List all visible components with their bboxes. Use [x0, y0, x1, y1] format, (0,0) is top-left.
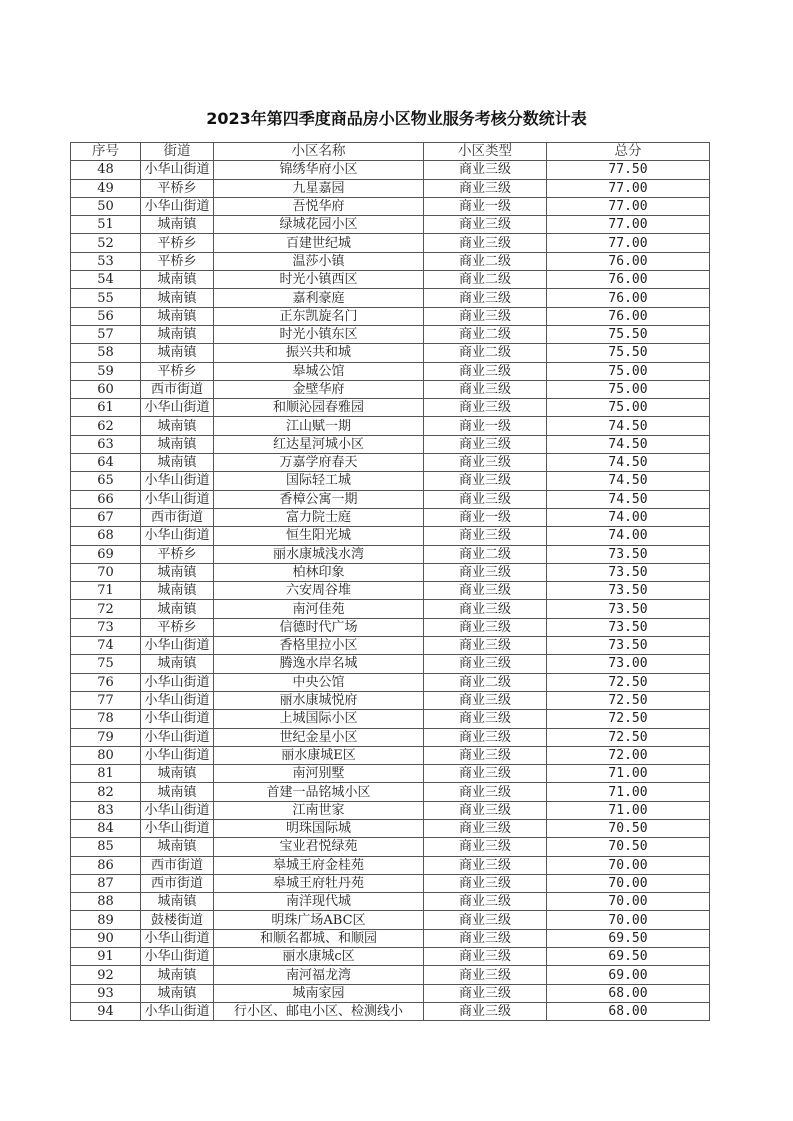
cell-seq: 81	[71, 765, 141, 783]
cell-seq: 78	[71, 710, 141, 728]
cell-seq: 77	[71, 691, 141, 709]
cell-type: 商业三级	[424, 655, 547, 673]
cell-seq: 64	[71, 454, 141, 472]
table-row	[71, 435, 710, 453]
cell-street: 西市街道	[141, 874, 214, 892]
cell-score: 71.00	[547, 765, 710, 783]
cell-street: 小华山街道	[141, 527, 214, 545]
cell-seq: 90	[71, 929, 141, 947]
cell-score: 76.00	[547, 252, 710, 270]
table-row	[71, 618, 710, 636]
cell-street: 小华山街道	[141, 673, 214, 691]
cell-seq: 56	[71, 307, 141, 325]
cell-score: 74.50	[547, 417, 710, 435]
table-row	[71, 783, 710, 801]
cell-name: 时光小镇西区	[214, 271, 424, 289]
cell-score: 77.00	[547, 179, 710, 197]
table-row	[71, 545, 710, 563]
cell-seq: 70	[71, 563, 141, 581]
table-row	[71, 234, 710, 252]
cell-name: 嘉利豪庭	[214, 289, 424, 307]
table-row	[71, 362, 710, 380]
cell-type: 商业三级	[424, 435, 547, 453]
cell-street: 小华山街道	[141, 801, 214, 819]
cell-score: 68.00	[547, 1002, 710, 1020]
cell-street: 城南镇	[141, 289, 214, 307]
cell-name: 南河别墅	[214, 765, 424, 783]
cell-type: 商业三级	[424, 216, 547, 234]
cell-street: 西市街道	[141, 856, 214, 874]
cell-type: 商业三级	[424, 911, 547, 929]
table-row	[71, 728, 710, 746]
cell-street: 小华山街道	[141, 472, 214, 490]
score-table	[70, 142, 710, 1021]
cell-score: 74.50	[547, 490, 710, 508]
cell-seq: 79	[71, 728, 141, 746]
cell-name: 六安周谷堆	[214, 582, 424, 600]
cell-street: 城南镇	[141, 600, 214, 618]
cell-name: 正东凯旋名门	[214, 307, 424, 325]
table-row	[71, 1002, 710, 1020]
cell-street: 平桥乡	[141, 545, 214, 563]
cell-score: 73.50	[547, 618, 710, 636]
cell-seq: 89	[71, 911, 141, 929]
cell-seq: 55	[71, 289, 141, 307]
cell-name: 江山赋一期	[214, 417, 424, 435]
cell-name: 丽水康城c区	[214, 948, 424, 966]
table-row	[71, 344, 710, 362]
table-row	[71, 948, 710, 966]
table-row	[71, 710, 710, 728]
cell-score: 74.00	[547, 508, 710, 526]
cell-seq: 54	[71, 271, 141, 289]
cell-name: 国际轻工城	[214, 472, 424, 490]
cell-name: 首建一品铭城小区	[214, 783, 424, 801]
cell-type: 商业三级	[424, 838, 547, 856]
cell-street: 城南镇	[141, 417, 214, 435]
cell-score: 77.50	[547, 161, 710, 179]
table-row	[71, 289, 710, 307]
cell-score: 72.50	[547, 710, 710, 728]
cell-type: 商业三级	[424, 637, 547, 655]
cell-name: 香格里拉小区	[214, 637, 424, 655]
cell-score: 68.00	[547, 984, 710, 1002]
cell-score: 71.00	[547, 783, 710, 801]
cell-name: 温莎小镇	[214, 252, 424, 270]
cell-score: 73.50	[547, 600, 710, 618]
cell-seq: 84	[71, 819, 141, 837]
table-row	[71, 325, 710, 343]
cell-name: 南河佳苑	[214, 600, 424, 618]
cell-seq: 75	[71, 655, 141, 673]
header-type: 小区类型	[424, 143, 547, 161]
cell-type: 商业三级	[424, 874, 547, 892]
cell-name: 吾悦华府	[214, 197, 424, 215]
header-seq: 序号	[71, 143, 141, 161]
table-row	[71, 600, 710, 618]
cell-name: 丽水康城悦府	[214, 691, 424, 709]
cell-name: 上城国际小区	[214, 710, 424, 728]
cell-name: 丽水康城浅水湾	[214, 545, 424, 563]
cell-seq: 62	[71, 417, 141, 435]
cell-score: 75.50	[547, 344, 710, 362]
cell-street: 小华山街道	[141, 728, 214, 746]
cell-street: 西市街道	[141, 508, 214, 526]
cell-type: 商业三级	[424, 399, 547, 417]
cell-name: 富力院士庭	[214, 508, 424, 526]
cell-type: 商业三级	[424, 929, 547, 947]
cell-seq: 49	[71, 179, 141, 197]
cell-street: 小华山街道	[141, 948, 214, 966]
cell-score: 73.50	[547, 563, 710, 581]
cell-name: 皋城王府金桂苑	[214, 856, 424, 874]
cell-type: 商业三级	[424, 765, 547, 783]
cell-name: 金壁华府	[214, 380, 424, 398]
cell-score: 69.00	[547, 966, 710, 984]
cell-street: 城南镇	[141, 344, 214, 362]
cell-seq: 59	[71, 362, 141, 380]
cell-type: 商业三级	[424, 527, 547, 545]
cell-seq: 71	[71, 582, 141, 600]
cell-type: 商业三级	[424, 710, 547, 728]
cell-name: 皋城王府牡丹苑	[214, 874, 424, 892]
cell-seq: 91	[71, 948, 141, 966]
cell-score: 69.50	[547, 929, 710, 947]
cell-name: 绿城花园小区	[214, 216, 424, 234]
table-row	[71, 271, 710, 289]
cell-seq: 72	[71, 600, 141, 618]
table-row	[71, 563, 710, 581]
cell-type: 商业三级	[424, 966, 547, 984]
cell-street: 小华山街道	[141, 490, 214, 508]
cell-type: 商业一级	[424, 508, 547, 526]
cell-score: 75.00	[547, 380, 710, 398]
cell-name: 南洋现代城	[214, 893, 424, 911]
cell-seq: 86	[71, 856, 141, 874]
cell-type: 商业三级	[424, 948, 547, 966]
cell-seq: 53	[71, 252, 141, 270]
cell-street: 小华山街道	[141, 1002, 214, 1020]
header-score: 总分	[547, 143, 710, 161]
table-row	[71, 856, 710, 874]
cell-street: 平桥乡	[141, 252, 214, 270]
cell-type: 商业三级	[424, 179, 547, 197]
cell-seq: 69	[71, 545, 141, 563]
cell-type: 商业一级	[424, 417, 547, 435]
cell-type: 商业三级	[424, 1002, 547, 1020]
cell-score: 70.00	[547, 911, 710, 929]
table-header-row	[71, 143, 710, 161]
cell-name: 锦绣华府小区	[214, 161, 424, 179]
cell-score: 77.00	[547, 216, 710, 234]
cell-name: 明珠国际城	[214, 819, 424, 837]
cell-name: 皋城公馆	[214, 362, 424, 380]
cell-score: 73.00	[547, 655, 710, 673]
cell-street: 小华山街道	[141, 691, 214, 709]
cell-seq: 83	[71, 801, 141, 819]
cell-street: 城南镇	[141, 838, 214, 856]
cell-seq: 82	[71, 783, 141, 801]
table-row	[71, 197, 710, 215]
cell-type: 商业三级	[424, 801, 547, 819]
cell-seq: 85	[71, 838, 141, 856]
cell-seq: 94	[71, 1002, 141, 1020]
cell-street: 城南镇	[141, 454, 214, 472]
cell-name: 九星嘉园	[214, 179, 424, 197]
cell-type: 商业三级	[424, 819, 547, 837]
cell-score: 70.00	[547, 856, 710, 874]
cell-street: 城南镇	[141, 582, 214, 600]
cell-seq: 92	[71, 966, 141, 984]
cell-type: 商业三级	[424, 472, 547, 490]
cell-name: 和顺沁园春雅园	[214, 399, 424, 417]
cell-score: 76.00	[547, 271, 710, 289]
cell-street: 城南镇	[141, 271, 214, 289]
cell-score: 73.50	[547, 545, 710, 563]
cell-type: 商业三级	[424, 783, 547, 801]
cell-type: 商业二级	[424, 344, 547, 362]
table-row	[71, 582, 710, 600]
cell-name: 城南家园	[214, 984, 424, 1002]
cell-type: 商业二级	[424, 271, 547, 289]
table-row	[71, 838, 710, 856]
cell-type: 商业三级	[424, 691, 547, 709]
cell-street: 城南镇	[141, 655, 214, 673]
table-row	[71, 527, 710, 545]
cell-street: 小华山街道	[141, 746, 214, 764]
cell-score: 75.00	[547, 399, 710, 417]
cell-street: 小华山街道	[141, 161, 214, 179]
cell-type: 商业三级	[424, 746, 547, 764]
cell-type: 商业三级	[424, 234, 547, 252]
cell-type: 商业三级	[424, 454, 547, 472]
cell-seq: 88	[71, 893, 141, 911]
cell-street: 城南镇	[141, 563, 214, 581]
cell-type: 商业二级	[424, 325, 547, 343]
header-name: 小区名称	[214, 143, 424, 161]
cell-type: 商业三级	[424, 893, 547, 911]
page-title: 2023年第四季度商品房小区物业服务考核分数统计表	[206, 109, 587, 128]
table-row	[71, 984, 710, 1002]
cell-seq: 57	[71, 325, 141, 343]
table-row	[71, 161, 710, 179]
cell-score: 72.00	[547, 746, 710, 764]
cell-name: 江南世家	[214, 801, 424, 819]
cell-seq: 58	[71, 344, 141, 362]
cell-type: 商业三级	[424, 362, 547, 380]
cell-score: 75.00	[547, 362, 710, 380]
cell-score: 70.50	[547, 838, 710, 856]
cell-seq: 74	[71, 637, 141, 655]
table-row	[71, 765, 710, 783]
cell-street: 小华山街道	[141, 819, 214, 837]
table-row	[71, 380, 710, 398]
cell-name: 中央公馆	[214, 673, 424, 691]
cell-score: 71.00	[547, 801, 710, 819]
cell-street: 小华山街道	[141, 637, 214, 655]
cell-seq: 48	[71, 161, 141, 179]
cell-type: 商业三级	[424, 856, 547, 874]
table-row	[71, 691, 710, 709]
cell-score: 77.00	[547, 234, 710, 252]
cell-seq: 61	[71, 399, 141, 417]
table-body	[71, 161, 710, 1021]
cell-type: 商业三级	[424, 984, 547, 1002]
cell-street: 平桥乡	[141, 362, 214, 380]
cell-street: 城南镇	[141, 783, 214, 801]
cell-type: 商业二级	[424, 545, 547, 563]
table-row	[71, 673, 710, 691]
cell-name: 万嘉学府春天	[214, 454, 424, 472]
cell-score: 73.50	[547, 637, 710, 655]
cell-score: 74.00	[547, 527, 710, 545]
cell-street: 城南镇	[141, 307, 214, 325]
table-row	[71, 746, 710, 764]
cell-seq: 52	[71, 234, 141, 252]
table-row	[71, 508, 710, 526]
cell-seq: 65	[71, 472, 141, 490]
cell-type: 商业三级	[424, 161, 547, 179]
cell-score: 72.50	[547, 673, 710, 691]
table-row	[71, 454, 710, 472]
cell-street: 城南镇	[141, 435, 214, 453]
cell-score: 76.00	[547, 307, 710, 325]
table-row	[71, 966, 710, 984]
cell-street: 城南镇	[141, 216, 214, 234]
cell-type: 商业三级	[424, 600, 547, 618]
cell-street: 小华山街道	[141, 929, 214, 947]
header-street: 街道	[141, 143, 214, 161]
cell-score: 72.50	[547, 691, 710, 709]
cell-street: 城南镇	[141, 984, 214, 1002]
table-row	[71, 417, 710, 435]
cell-type: 商业三级	[424, 307, 547, 325]
table-row	[71, 252, 710, 270]
cell-name: 南河福龙湾	[214, 966, 424, 984]
table-row	[71, 655, 710, 673]
cell-street: 城南镇	[141, 893, 214, 911]
cell-score: 70.00	[547, 893, 710, 911]
cell-score: 74.50	[547, 454, 710, 472]
cell-type: 商业三级	[424, 582, 547, 600]
table-row	[71, 472, 710, 490]
cell-name: 行小区、邮电小区、检测线小	[214, 1002, 424, 1020]
cell-seq: 50	[71, 197, 141, 215]
cell-name: 时光小镇东区	[214, 325, 424, 343]
table-row	[71, 911, 710, 929]
table-row	[71, 637, 710, 655]
cell-name: 振兴共和城	[214, 344, 424, 362]
cell-type: 商业三级	[424, 563, 547, 581]
cell-seq: 80	[71, 746, 141, 764]
cell-street: 小华山街道	[141, 197, 214, 215]
cell-score: 75.50	[547, 325, 710, 343]
cell-score: 74.50	[547, 435, 710, 453]
table-row	[71, 216, 710, 234]
cell-name: 信德时代广场	[214, 618, 424, 636]
cell-name: 柏林印象	[214, 563, 424, 581]
cell-seq: 63	[71, 435, 141, 453]
cell-street: 城南镇	[141, 765, 214, 783]
cell-score: 74.50	[547, 472, 710, 490]
cell-score: 70.00	[547, 874, 710, 892]
cell-type: 商业二级	[424, 252, 547, 270]
cell-seq: 51	[71, 216, 141, 234]
table-row	[71, 307, 710, 325]
cell-type: 商业三级	[424, 289, 547, 307]
table-row	[71, 179, 710, 197]
cell-seq: 60	[71, 380, 141, 398]
cell-name: 红达星河城小区	[214, 435, 424, 453]
cell-type: 商业三级	[424, 618, 547, 636]
cell-name: 宝业君悦绿苑	[214, 838, 424, 856]
cell-type: 商业三级	[424, 728, 547, 746]
table-row	[71, 801, 710, 819]
cell-name: 香樟公寓一期	[214, 490, 424, 508]
table-row	[71, 874, 710, 892]
cell-seq: 67	[71, 508, 141, 526]
cell-seq: 68	[71, 527, 141, 545]
cell-type: 商业一级	[424, 197, 547, 215]
table-row	[71, 819, 710, 837]
cell-seq: 66	[71, 490, 141, 508]
cell-seq: 87	[71, 874, 141, 892]
cell-seq: 73	[71, 618, 141, 636]
cell-street: 城南镇	[141, 325, 214, 343]
table-row	[71, 490, 710, 508]
cell-score: 73.50	[547, 582, 710, 600]
cell-street: 平桥乡	[141, 618, 214, 636]
cell-score: 70.50	[547, 819, 710, 837]
cell-street: 西市街道	[141, 380, 214, 398]
cell-type: 商业三级	[424, 380, 547, 398]
cell-name: 世纪金星小区	[214, 728, 424, 746]
cell-score: 69.50	[547, 948, 710, 966]
cell-type: 商业三级	[424, 490, 547, 508]
cell-name: 恒生阳光城	[214, 527, 424, 545]
cell-street: 小华山街道	[141, 399, 214, 417]
table-row	[71, 893, 710, 911]
cell-name: 腾逸水岸名城	[214, 655, 424, 673]
cell-name: 和顺名都城、和顺园	[214, 929, 424, 947]
cell-street: 小华山街道	[141, 710, 214, 728]
cell-street: 平桥乡	[141, 179, 214, 197]
cell-street: 平桥乡	[141, 234, 214, 252]
table-row	[71, 929, 710, 947]
cell-seq: 76	[71, 673, 141, 691]
table-row	[71, 399, 710, 417]
cell-type: 商业二级	[424, 673, 547, 691]
cell-score: 72.50	[547, 728, 710, 746]
cell-score: 76.00	[547, 289, 710, 307]
cell-street: 城南镇	[141, 966, 214, 984]
cell-score: 77.00	[547, 197, 710, 215]
cell-seq: 93	[71, 984, 141, 1002]
cell-name: 丽水康城E区	[214, 746, 424, 764]
cell-name: 百建世纪城	[214, 234, 424, 252]
cell-street: 鼓楼街道	[141, 911, 214, 929]
cell-name: 明珠广场ABC区	[214, 911, 424, 929]
